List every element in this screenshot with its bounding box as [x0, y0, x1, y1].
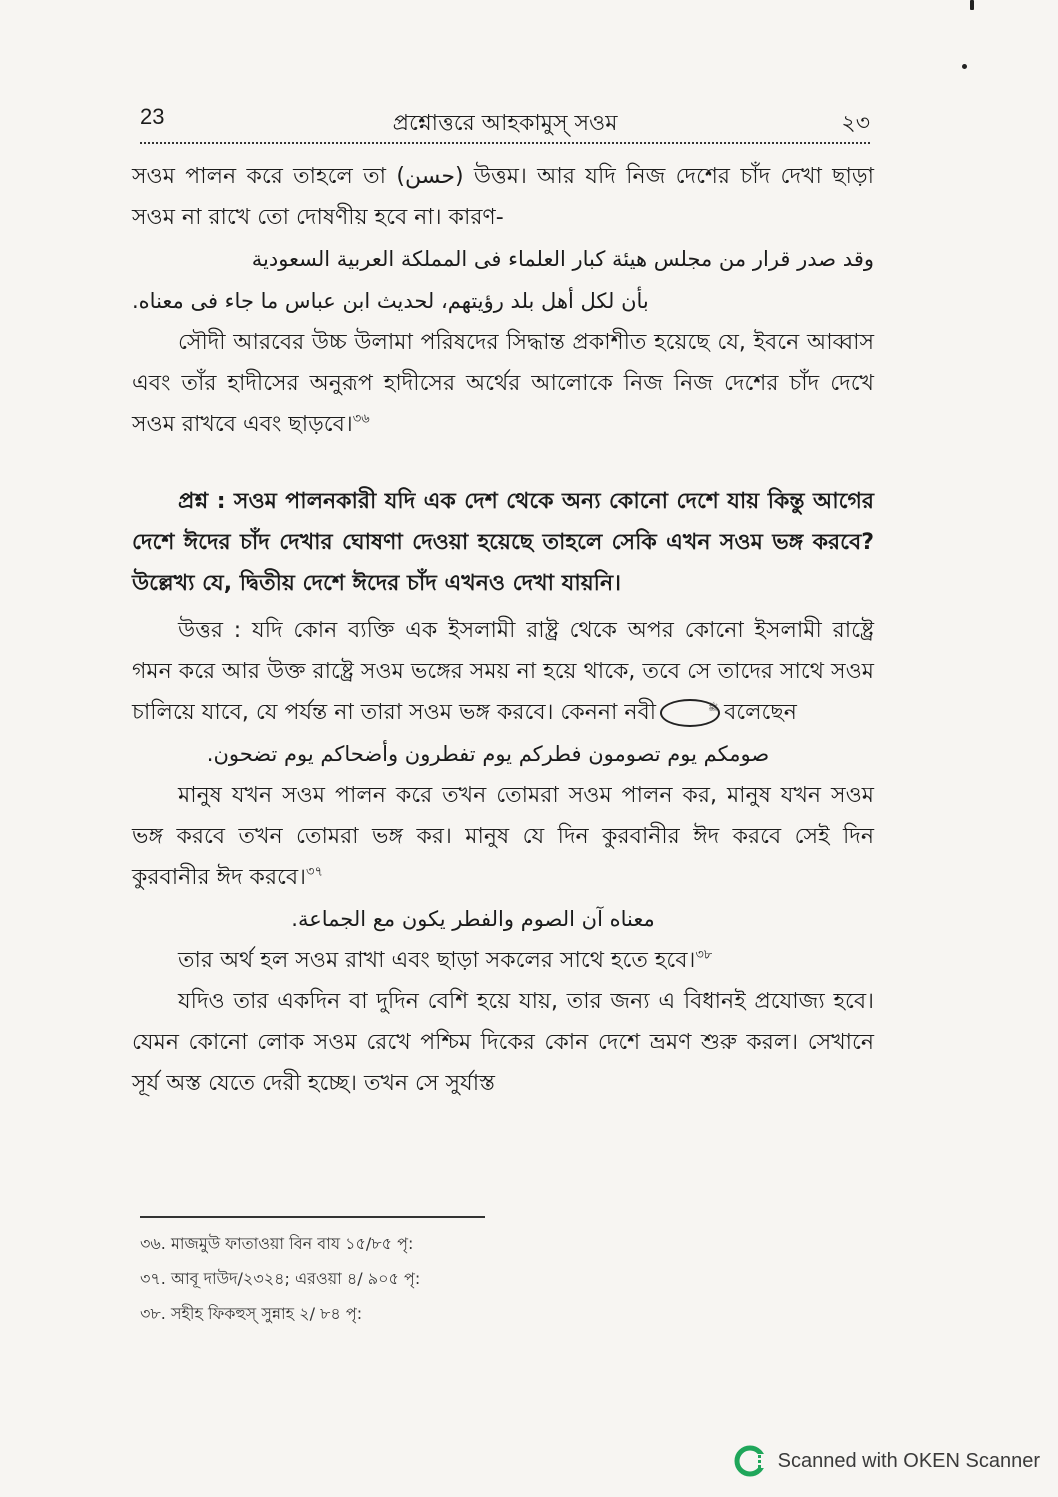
paragraph-3-text: মানুষ যখন সওম পালন করে তখন তোমরা সওম পালন কর, মানুষ যখন সওম ভঙ্গ করবে তখন তোমরা ভঙ্গ কর। মানুষ যে দিন কুরবানীর ঈদ করবে সেই দিন কুরবানীর ঈদ করবে। [132, 783, 874, 890]
speck [962, 64, 967, 69]
header-divider [140, 142, 870, 144]
answer-text: উত্তর : যদি কোন ব্যক্তি এক ইসলামী রাষ্ট্র থেকে অপর কোনো ইসলামী রাষ্ট্রে গমন করে আর উক্ত রাষ্ট্রে সওম ভঙ্গের সময় না হয়ে থাকে, তবে সে তাদের সাথে সওম চালিয়ে যাবে, যে পর্যন্ত না তারা সওম ভঙ্গ করবে। কেননা নবী [132, 618, 874, 725]
arabic-hadith: صومكم يوم تصومون فطركم يوم تفطرون وأضحاكم يوم تضحون. [206, 742, 770, 766]
footnotes [140, 1226, 420, 1331]
paragraph-2 [132, 322, 874, 445]
paragraph-2-text: সৌদী আরবের উচ্চ উলামা পরিষদের সিদ্ধান্ত প্রকাশীত হয়েছে যে, ইবনে আব্বাস এবং তাঁর হাদীসের অনুরূপ হাদীসের অর্থের আলোকে নিজ নিজ দেশের চাঁদ দেখে সওম রাখবে এবং ছাড়বে। [132, 330, 874, 437]
arabic-quote-1-line-1: وقد صدر قرار من مجلس هيئة كبار العلماء فى المملكة العربية السعودية [251, 247, 874, 271]
oken-scanner-icon [734, 1445, 766, 1477]
footnote-item: ৩৬. মাজমুউ ফাতাওয়া বিন বায ১৫/৮৫ পৃ: [140, 1234, 414, 1253]
question-paragraph: প্রশ্ন : সওম পালনকারী যদি এক দেশ থেকে অন্য কোনো দেশে যায় কিন্তু আগের দেশে ঈদের চাঁদ দেখার ঘোষণা দেওয়া হয়েছে তাহলে সেকি এখন সওম ভঙ্গ করবে? উল্লেখ্য যে, দ্বিতীয় দেশে ঈদের চাঁদ এখনও দেখা যায়নি। [132, 489, 874, 596]
footnote-ref-37[interactable]: ৩৭ [306, 864, 323, 880]
salutation-seal-icon [660, 699, 720, 727]
paragraph-5: যদিও তার একদিন বা দুদিন বেশি হয়ে যায়, তার জন্য এ বিধানই প্রযোজ্য হবে। যেমন কোনো লোক সওম রেখে পশ্চিম দিকের কোন দেশে ভ্রমণ শুরু করল। সেখানে সূর্য অস্ত যেতে দেরী হচ্ছে। তখন সে সুর্যাস্ত [132, 989, 874, 1096]
answer-end-text: বলেছেন [724, 700, 797, 725]
footnote-divider [140, 1216, 485, 1218]
running-title: প্রশ্নোত্তরে আহকামুস্ সওম [392, 111, 618, 136]
footnote-item: ৩৭. আবূ দাউদ/২৩২৪; এরওয়া ৪/ ৯০৫ পৃ: [140, 1269, 421, 1288]
arabic-quote-1-line-2 [132, 280, 874, 322]
watermark-text: Scanned with OKEN Scanner [777, 1449, 1040, 1472]
page-number-latin: 23 [140, 104, 165, 129]
answer-paragraph [132, 610, 874, 733]
spacer [132, 445, 874, 481]
page-header [140, 100, 870, 140]
paragraph-4 [132, 940, 874, 981]
paragraph-3 [132, 775, 874, 898]
footnote-ref-36[interactable]: ৩৬ [352, 411, 370, 427]
speck [970, 0, 974, 10]
paragraph-1: সওম পালন করে তাহলে তা (حسن) উত্তম। আর যদি নিজ দেশের চাঁদ দেখা ছাড়া সওম না রাখে তো দোষণীয় হবে না। কারণ- [132, 164, 874, 230]
arabic-quote-1-line-2-text: بأن لكل أهل بلد رؤيتهم، لحديث ابن عباس ما جاء فى معناه. [132, 289, 649, 313]
page-body [132, 156, 874, 1104]
page-number-bengali: ২৩ [841, 111, 870, 136]
arabic-quote-3: معناه آن الصوم والفطر يكون مع الجماعة. [291, 907, 655, 931]
footnote-ref-38[interactable]: ৩৮ [695, 947, 713, 963]
scanner-watermark [734, 1445, 1040, 1477]
paragraph-4-text: তার অর্থ হল সওম রাখা এবং ছাড়া সকলের সাথে হতে হবে। [178, 948, 696, 973]
footnote-item: ৩৮. সহীহ ফিকহুস্ সুন্নাহ ২/ ৮৪ পৃ: [140, 1304, 363, 1323]
salutation-seal-text: ﷺ [708, 703, 718, 712]
